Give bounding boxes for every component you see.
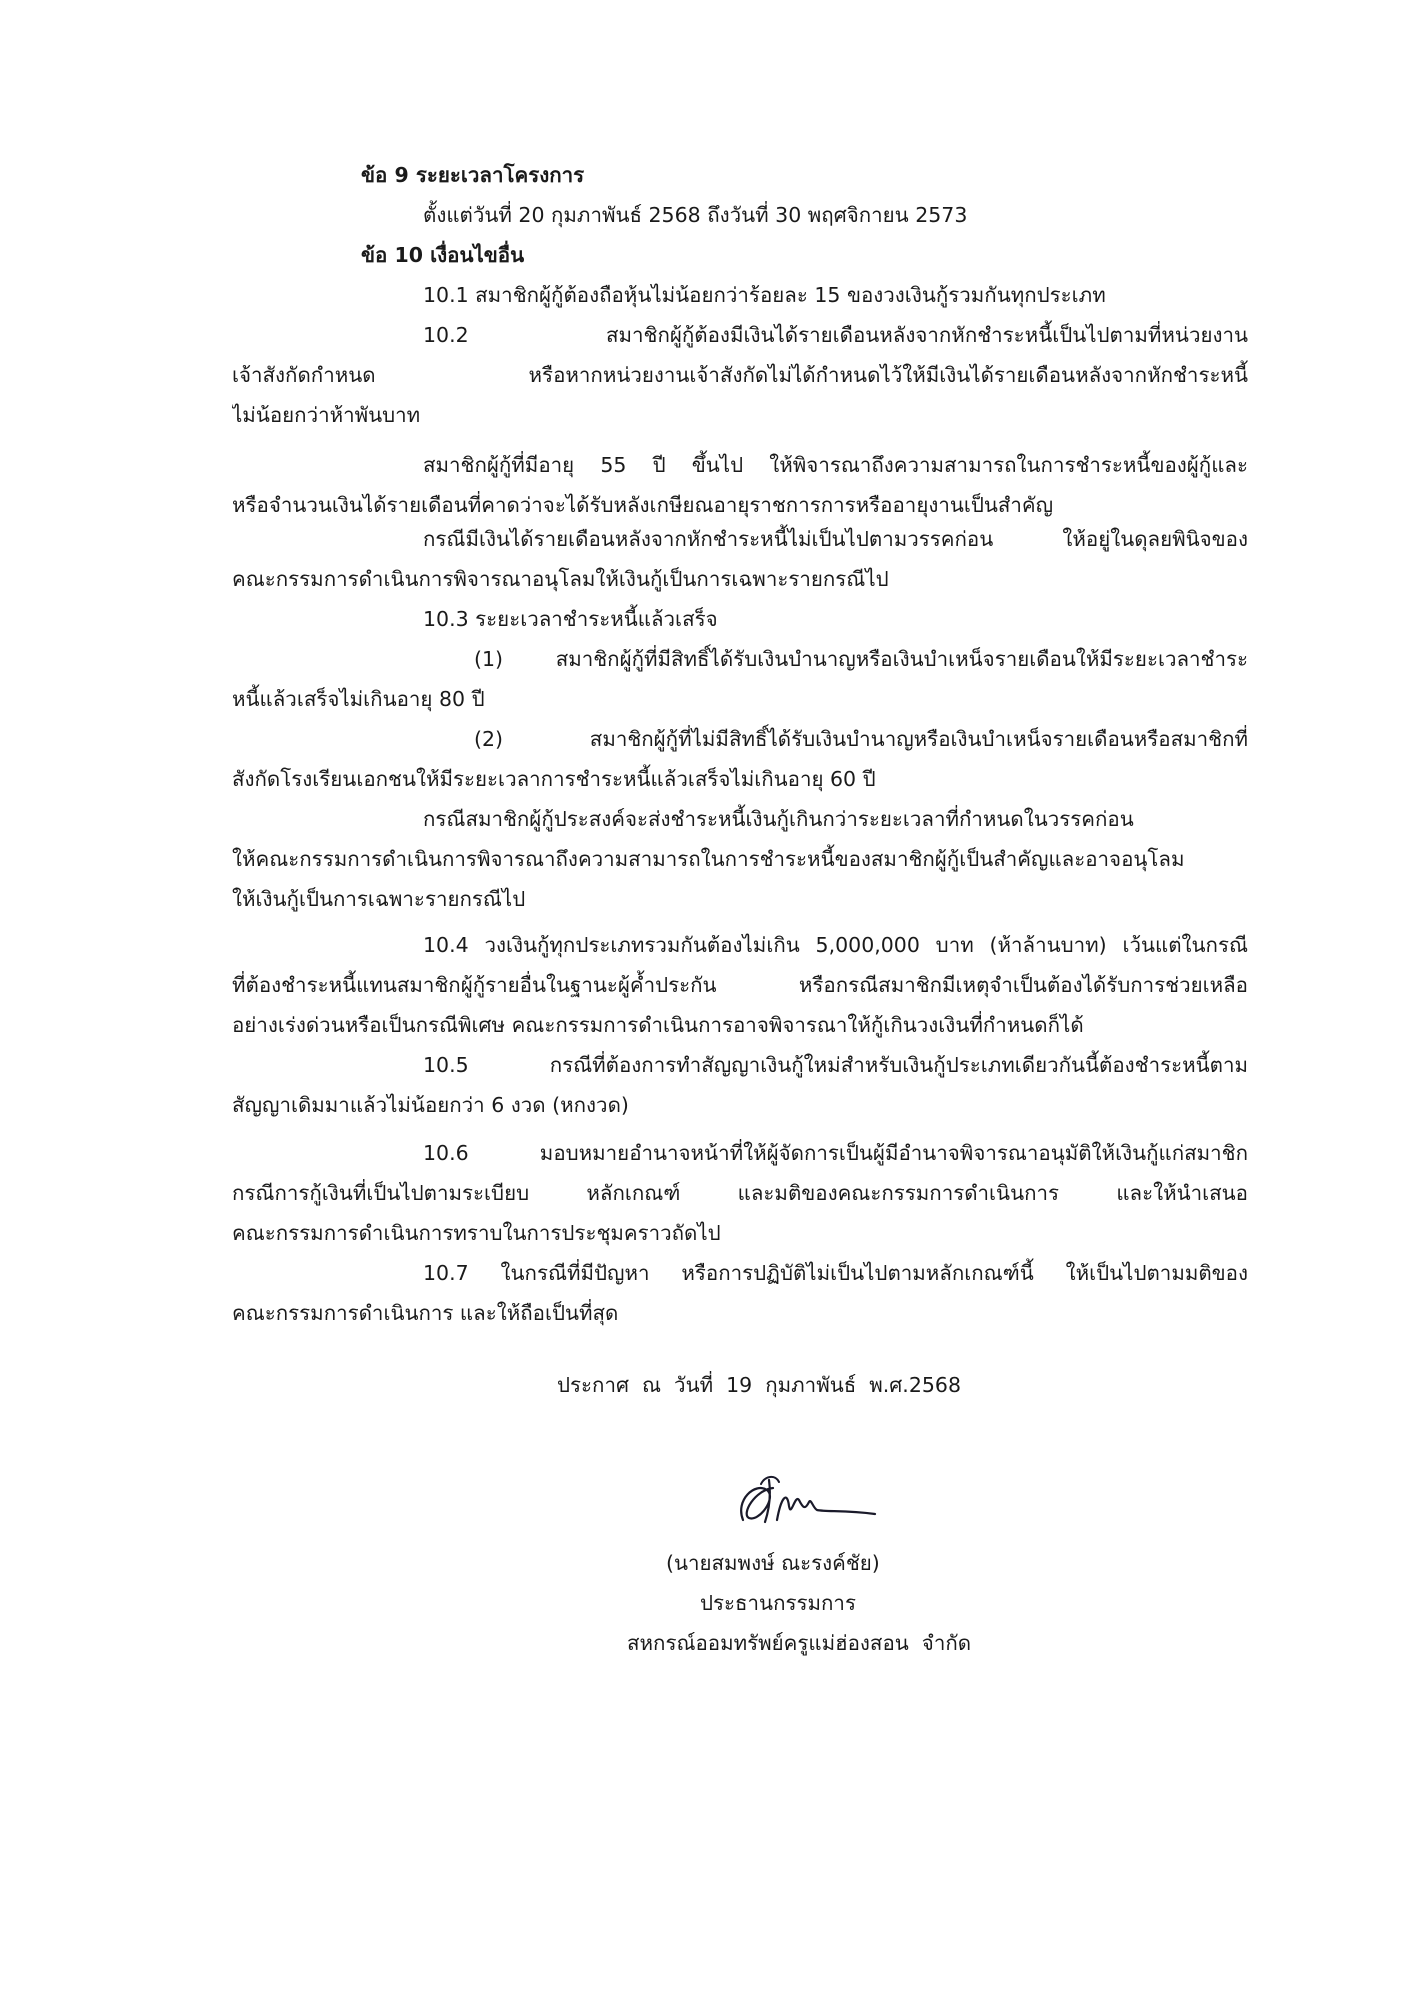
clause-10-3-para-line-2: ให้คณะกรรมการดำเนินการพิจารณาถึงความสามารถในการชำระหนี้ของสมาชิกผู้กู้เป็นสำคัญและอาจอนุโลม	[232, 847, 1185, 871]
clause-10-2-para-3-line-1: กรณีมีเงินได้รายเดือนหลังจากหักชำระหนี้ไม่เป็นไปตามวรรคก่อน ให้อยู่ในดุลยพินิจของ	[423, 527, 1248, 551]
clause-10-6-line-3: คณะกรรมการดำเนินการทราบในการประชุมคราวถัดไป	[232, 1221, 721, 1245]
section-9-text: ตั้งแต่วันที่ 20 กุมภาพันธ์ 2568 ถึงวันที่ 30 พฤศจิกายน 2573	[423, 203, 968, 227]
clause-10-3-heading: 10.3 ระยะเวลาชำระหนี้แล้วเสร็จ	[423, 607, 718, 631]
clause-10-5-line-2: สัญญาเดิมมาแล้วไม่น้อยกว่า 6 งวด (หกงวด)	[232, 1093, 629, 1117]
section-10-heading: ข้อ 10 เงื่อนไขอื่น	[361, 243, 525, 267]
clause-10-3-1-line-2: หนี้แล้วเสร็จไม่เกินอายุ 80 ปี	[232, 687, 485, 711]
section-9-heading: ข้อ 9 ระยะเวลาโครงการ	[361, 163, 585, 187]
clause-10-6-line-2: กรณีการกู้เงินที่เป็นไปตามระเบียบ หลักเกณฑ์ และมติของคณะกรรมการดำเนินการ และให้นำเสนอ	[232, 1181, 1248, 1205]
clause-10-7-line-1: 10.7 ในกรณีที่มีปัญหา หรือการปฏิบัติไม่เป็นไปตามหลักเกณฑ์นี้ ให้เป็นไปตามมติของ	[423, 1261, 1248, 1285]
announcement-date: ประกาศ ณ วันที่ 19 กุมภาพันธ์ พ.ศ.2568	[557, 1373, 961, 1397]
signer-organization: สหกรณ์ออมทรัพย์ครูแม่ฮ่องสอน จำกัด	[627, 1631, 972, 1655]
clause-10-4-line-3: อย่างเร่งด่วนหรือเป็นกรณีพิเศษ คณะกรรมการดำเนินการอาจพิจารณาให้กู้เกินวงเงินที่กำหนดก็ได้	[232, 1013, 1084, 1037]
clause-10-7-line-2: คณะกรรมการดำเนินการ และให้ถือเป็นที่สุด	[232, 1301, 619, 1325]
clause-10-3-2-line-2: สังกัดโรงเรียนเอกชนให้มีระยะเวลาการชำระหนี้แล้วเสร็จไม่เกินอายุ 60 ปี	[232, 767, 876, 791]
clause-10-3-1-line-1: (1) สมาชิกผู้กู้ที่มีสิทธิ์ได้รับเงินบำนาญหรือเงินบำเหน็จรายเดือนให้มีระยะเวลาชำระ	[474, 647, 1248, 671]
clause-10-4-line-2: ที่ต้องชำระหนี้แทนสมาชิกผู้กู้รายอื่นในฐานะผู้ค้ำประกัน หรือกรณีสมาชิกมีเหตุจำเป็นต้องได้รับการช่วยเหลือ	[232, 973, 1248, 997]
signature-image	[725, 1460, 885, 1540]
clause-10-1: 10.1 สมาชิกผู้กู้ต้องถือหุ้นไม่น้อยกว่าร้อยละ 15 ของวงเงินกู้รวมกันทุกประเภท	[423, 283, 1106, 307]
clause-10-2-para-3-line-2: คณะกรรมการดำเนินการพิจารณาอนุโลมให้เงินกู้เป็นการเฉพาะรายกรณีไป	[232, 567, 889, 591]
clause-10-3-2-line-1: (2) สมาชิกผู้กู้ที่ไม่มีสิทธิ์ได้รับเงินบำนาญหรือเงินบำเหน็จรายเดือนหรือสมาชิกที่	[474, 727, 1248, 751]
clause-10-2-para-2-line-1: สมาชิกผู้กู้ที่มีอายุ 55 ปี ขึ้นไป ให้พิจารณาถึงความสามารถในการชำระหนี้ของผู้กู้และ	[423, 453, 1248, 477]
clause-10-3-para-line-3: ให้เงินกู้เป็นการเฉพาะรายกรณีไป	[232, 887, 526, 911]
clause-10-5-line-1: 10.5 กรณีที่ต้องการทำสัญญาเงินกู้ใหม่สำหรับเงินกู้ประเภทเดียวกันนี้ต้องชำระหนี้ตาม	[423, 1053, 1248, 1077]
clause-10-3-para-line-1: กรณีสมาชิกผู้กู้ประสงค์จะส่งชำระหนี้เงินกู้เกินกว่าระยะเวลาที่กำหนดในวรรคก่อน	[423, 807, 1134, 831]
clause-10-4-line-1: 10.4 วงเงินกู้ทุกประเภทรวมกันต้องไม่เกิน 5,000,000 บาท (ห้าล้านบาท) เว้นแต่ในกรณี	[423, 933, 1248, 957]
clause-10-2-para-2-line-2: หรือจำนวนเงินได้รายเดือนที่คาดว่าจะได้รับหลังเกษียณอายุราชการการหรืออายุงานเป็นสำคัญ	[232, 493, 1054, 517]
clause-10-2-line-2: เจ้าสังกัดกำหนด หรือหากหน่วยงานเจ้าสังกัดไม่ได้กำหนดไว้ให้มีเงินได้รายเดือนหลังจากหักชำระหนี้	[232, 363, 1248, 387]
clause-10-2-line-1: 10.2 สมาชิกผู้กู้ต้องมีเงินได้รายเดือนหลังจากหักชำระหนี้เป็นไปตามที่หน่วยงาน	[423, 323, 1248, 347]
clause-10-6-line-1: 10.6 มอบหมายอำนาจหน้าที่ให้ผู้จัดการเป็นผู้มีอำนาจพิจารณาอนุมัติให้เงินกู้แก่สมาชิก	[423, 1141, 1248, 1165]
signer-position: ประธานกรรมการ	[700, 1591, 856, 1615]
signer-name: (นายสมพงษ์ ณะรงค์ชัย)	[666, 1551, 880, 1575]
clause-10-2-line-3: ไม่น้อยกว่าห้าพันบาท	[232, 403, 421, 427]
